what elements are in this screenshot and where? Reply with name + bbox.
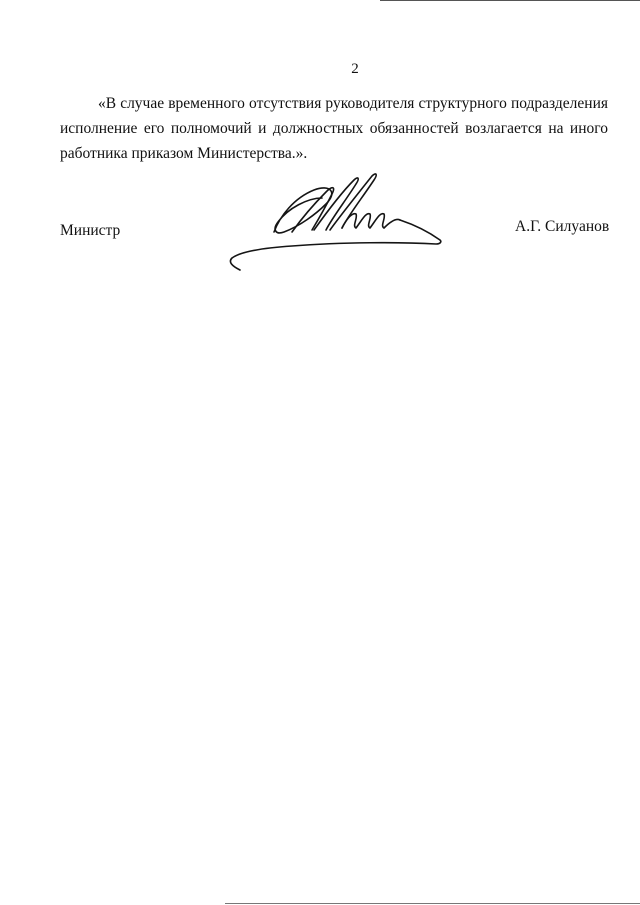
scan-edge-top [380, 0, 640, 1]
body-paragraph [60, 91, 608, 166]
page-number: 2 [351, 61, 359, 77]
paragraph-line: работника приказом Министерства.». [60, 145, 308, 162]
paragraph-line: «В случае временного отсутствия руководителя структурного подразделения [98, 95, 608, 112]
signatory-title: Министр [60, 222, 121, 239]
scan-edge-bottom [225, 903, 640, 904]
paragraph-line: исполнение его полномочий и должностных обязанностей возлагается на иного [60, 120, 608, 137]
handwritten-signature [222, 168, 447, 273]
signatory-name: А.Г. Силуанов [515, 218, 610, 235]
